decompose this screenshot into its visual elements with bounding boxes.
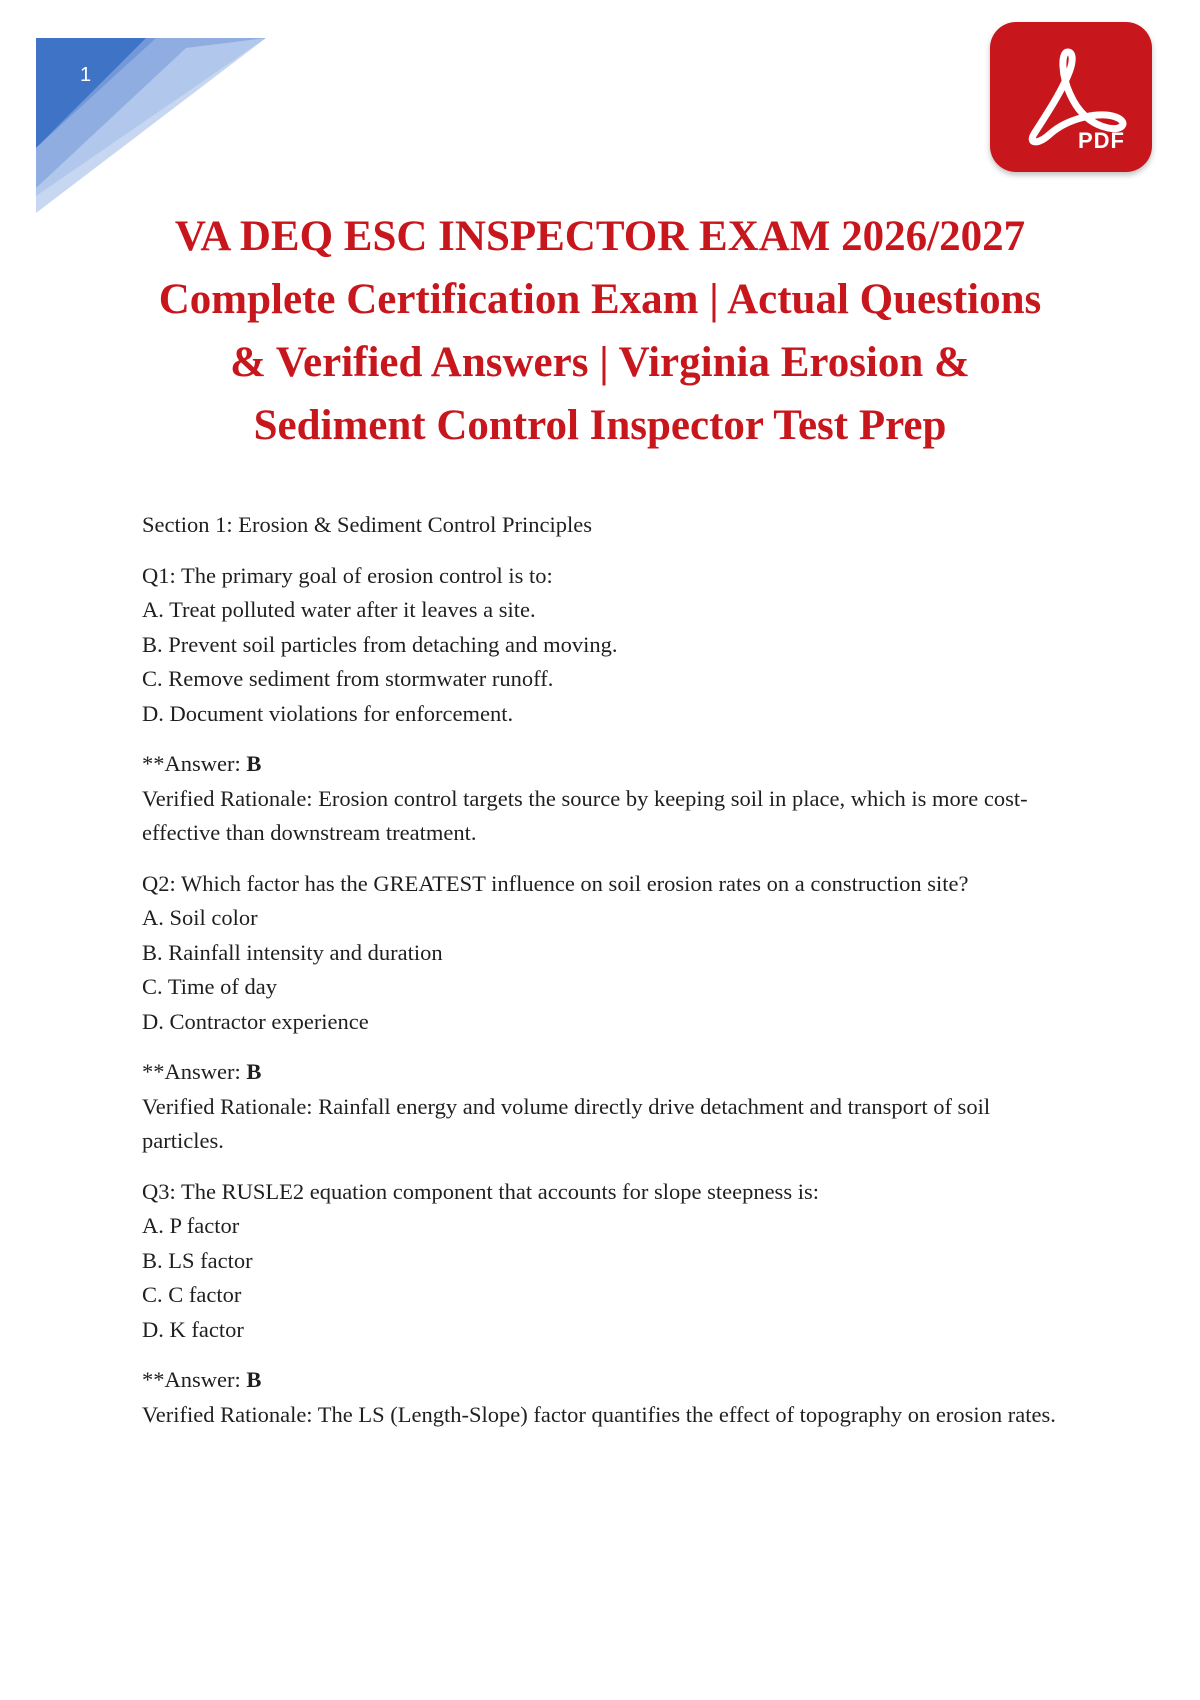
answer-block	[142, 1055, 1062, 1159]
pdf-label: PDF	[1078, 128, 1125, 153]
answer-prefix: **Answer:	[142, 1059, 247, 1084]
answer-option: A. Treat polluted water after it leaves a site.	[142, 597, 536, 622]
question-block	[142, 1175, 1062, 1348]
answer-option: C. Remove sediment from stormwater runoff.	[142, 666, 554, 691]
corner-decoration	[36, 38, 266, 213]
question-text: Q2: Which factor has the GREATEST influence on soil erosion rates on a construction site?	[142, 870, 969, 896]
title-line: Complete Certification Exam | Actual Questions	[158, 276, 1042, 323]
answer-prefix: **Answer:	[142, 751, 247, 776]
answer-option: D. Contractor experience	[142, 1008, 369, 1034]
answer-prefix: **Answer:	[142, 1367, 247, 1392]
document-title	[110, 205, 1090, 457]
page-number: 1	[80, 64, 92, 86]
answer-line	[142, 747, 1062, 782]
answer-key: B	[246, 751, 262, 776]
answer-block	[142, 1363, 1062, 1432]
title-line: & Verified Answers | Virginia Erosion &	[230, 339, 970, 386]
answer-option: B. Rainfall intensity and duration	[142, 939, 443, 965]
rationale-text: Verified Rationale: The LS (Length-Slope) factor quantifies the effect of topography on erosion rates.	[142, 1401, 1056, 1427]
question-block	[142, 559, 1062, 732]
question-text: Q3: The RUSLE2 equation component that accounts for slope steepness is:	[142, 1178, 819, 1204]
title-line: VA DEQ ESC INSPECTOR EXAM 2026/2027	[174, 213, 1026, 260]
answer-key: B	[246, 1059, 262, 1084]
answer-option: A. Soil color	[142, 905, 258, 930]
document-body	[142, 508, 1062, 1448]
answer-line	[142, 1055, 1062, 1090]
answer-option: B. Prevent soil particles from detaching and moving.	[142, 631, 618, 657]
answer-option: D. K factor	[142, 1316, 244, 1342]
rationale-text: Verified Rationale: Erosion control targets the source by keeping soil in place, which is more cost-effective than downstream treatment.	[142, 785, 1028, 845]
acrobat-pdf-icon	[990, 22, 1152, 172]
answer-option: C. C factor	[142, 1282, 242, 1307]
answer-block	[142, 747, 1062, 851]
answer-option: A. P factor	[142, 1213, 240, 1238]
question-text: Q1: The primary goal of erosion control is to:	[142, 562, 553, 588]
answer-option: D. Document violations for enforcement.	[142, 700, 514, 726]
title-line: Sediment Control Inspector Test Prep	[253, 402, 947, 449]
section-heading: Section 1: Erosion & Sediment Control Principles	[142, 512, 592, 537]
pdf-badge	[990, 22, 1152, 172]
answer-key: B	[246, 1367, 262, 1392]
question-block	[142, 867, 1062, 1040]
answer-line	[142, 1363, 1062, 1398]
rationale-text: Verified Rationale: Rainfall energy and volume directly drive detachment and transport of soil particles.	[142, 1093, 991, 1153]
answer-option: C. Time of day	[142, 974, 278, 999]
answer-option: B. LS factor	[142, 1247, 253, 1273]
